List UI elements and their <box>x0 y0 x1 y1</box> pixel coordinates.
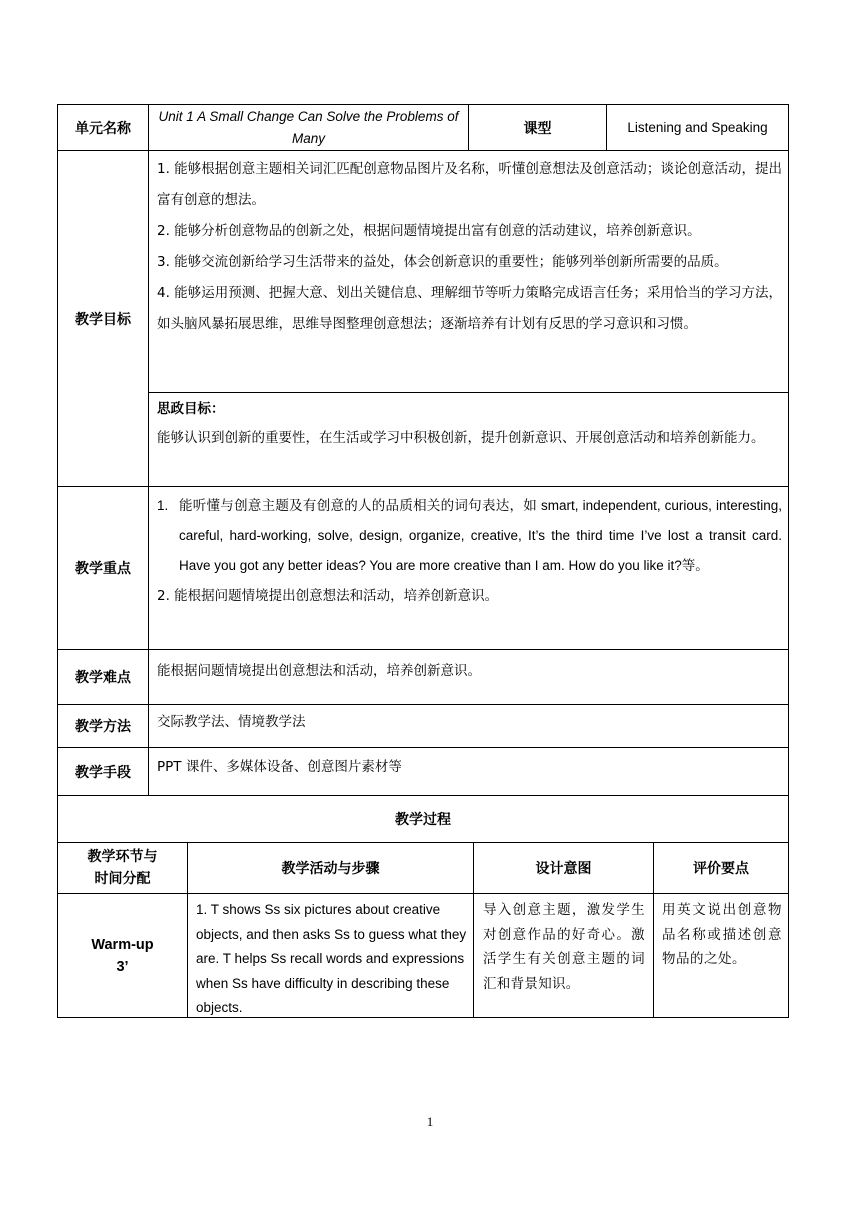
objective-item: 1. 能够根据创意主题相关词汇匹配创意物品图片及名称，听懂创意想法及创意活动；谈论创意活动，提出富有创意的想法。 <box>157 161 782 208</box>
ideology-objective <box>148 392 789 487</box>
process-header-activity: 教学活动与步骤 <box>187 842 474 894</box>
ideology-title: 思政目标： <box>157 401 225 417</box>
ideology-text: 能够认识到创新的重要性，在生活或学习中积极创新，提升创新意识、开展创意活动和培养创新能力。 <box>157 430 765 446</box>
process-header-evaluation: 评价要点 <box>653 842 789 894</box>
process-header-purpose: 设计意图 <box>473 842 654 894</box>
lesson-type-label: 课型 <box>468 104 607 151</box>
objective-item: 2. 能够分析创意物品的创新之处，根据问题情境提出富有创意的活动建议，培养创新意识。 <box>157 223 701 239</box>
process-header-stage: 教学环节与 时间分配 <box>57 842 188 894</box>
lesson-type-value: Listening and Speaking <box>606 104 789 151</box>
key-point-item: 2. 能根据问题情境提出创意想法和活动，培养创新意识。 <box>157 588 499 604</box>
unit-name-value: Unit 1 A Small Change Can Solve the Problems of Many <box>148 104 469 151</box>
method-value: 交际教学法、情境教学法 <box>148 704 789 748</box>
table-row-activity: 1. T shows Ss six pictures about creative objects, and then asks Ss to guess what they are. T helps Ss recall words and expressions when Ss have difficulty in describing these objects. <box>187 893 474 1018</box>
objectives-label: 教学目标 <box>57 150 149 487</box>
objective-item: 3. 能够交流创新给学习生活带来的益处，体会创新意识的重要性；能够列举创新所需要的品质。 <box>157 254 728 270</box>
table-row-stage: Warm-up 3’ <box>57 893 188 1018</box>
unit-name-label: 单元名称 <box>57 104 149 151</box>
table-row-purpose: 导入创意主题，激发学生对创意作品的好奇心。激活学生有关创意主题的词汇和背景知识。 <box>473 893 654 1018</box>
key-point-item: 1. 能听懂与创意主题及有创意的人的品质相关的词句表达，如 smart, independent, curious, interesting, careful, hard-working, solve, design, organize, creative, It’s the third time I’ve lost a transit card. Have you got any better ideas? You are more creative than I am. How do you like it?等。 <box>157 498 782 573</box>
means-label: 教学手段 <box>57 747 149 796</box>
difficulty-label: 教学难点 <box>57 649 149 705</box>
difficulty-value: 能根据问题情境提出创意想法和活动，培养创新意识。 <box>148 649 789 705</box>
table-row-evaluation: 用英文说出创意物品名称或描述创意物品的之处。 <box>653 893 789 1018</box>
means-value: PPT 课件、多媒体设备、创意图片素材等 <box>148 747 789 796</box>
page-number: 1 <box>426 1114 434 1129</box>
process-title: 教学过程 <box>57 795 789 843</box>
key-points-label: 教学重点 <box>57 486 149 650</box>
key-points-content <box>148 486 789 650</box>
objective-item: 4. 能够运用预测、把握大意、划出关键信息、理解细节等听力策略完成语言任务；采用恰当的学习方法，如头脑风暴拓展思维，思维导图整理创意想法；逐渐培养有计划有反思的学习意识和习惯。 <box>157 285 782 332</box>
method-label: 教学方法 <box>57 704 149 748</box>
objectives-list <box>148 150 789 393</box>
